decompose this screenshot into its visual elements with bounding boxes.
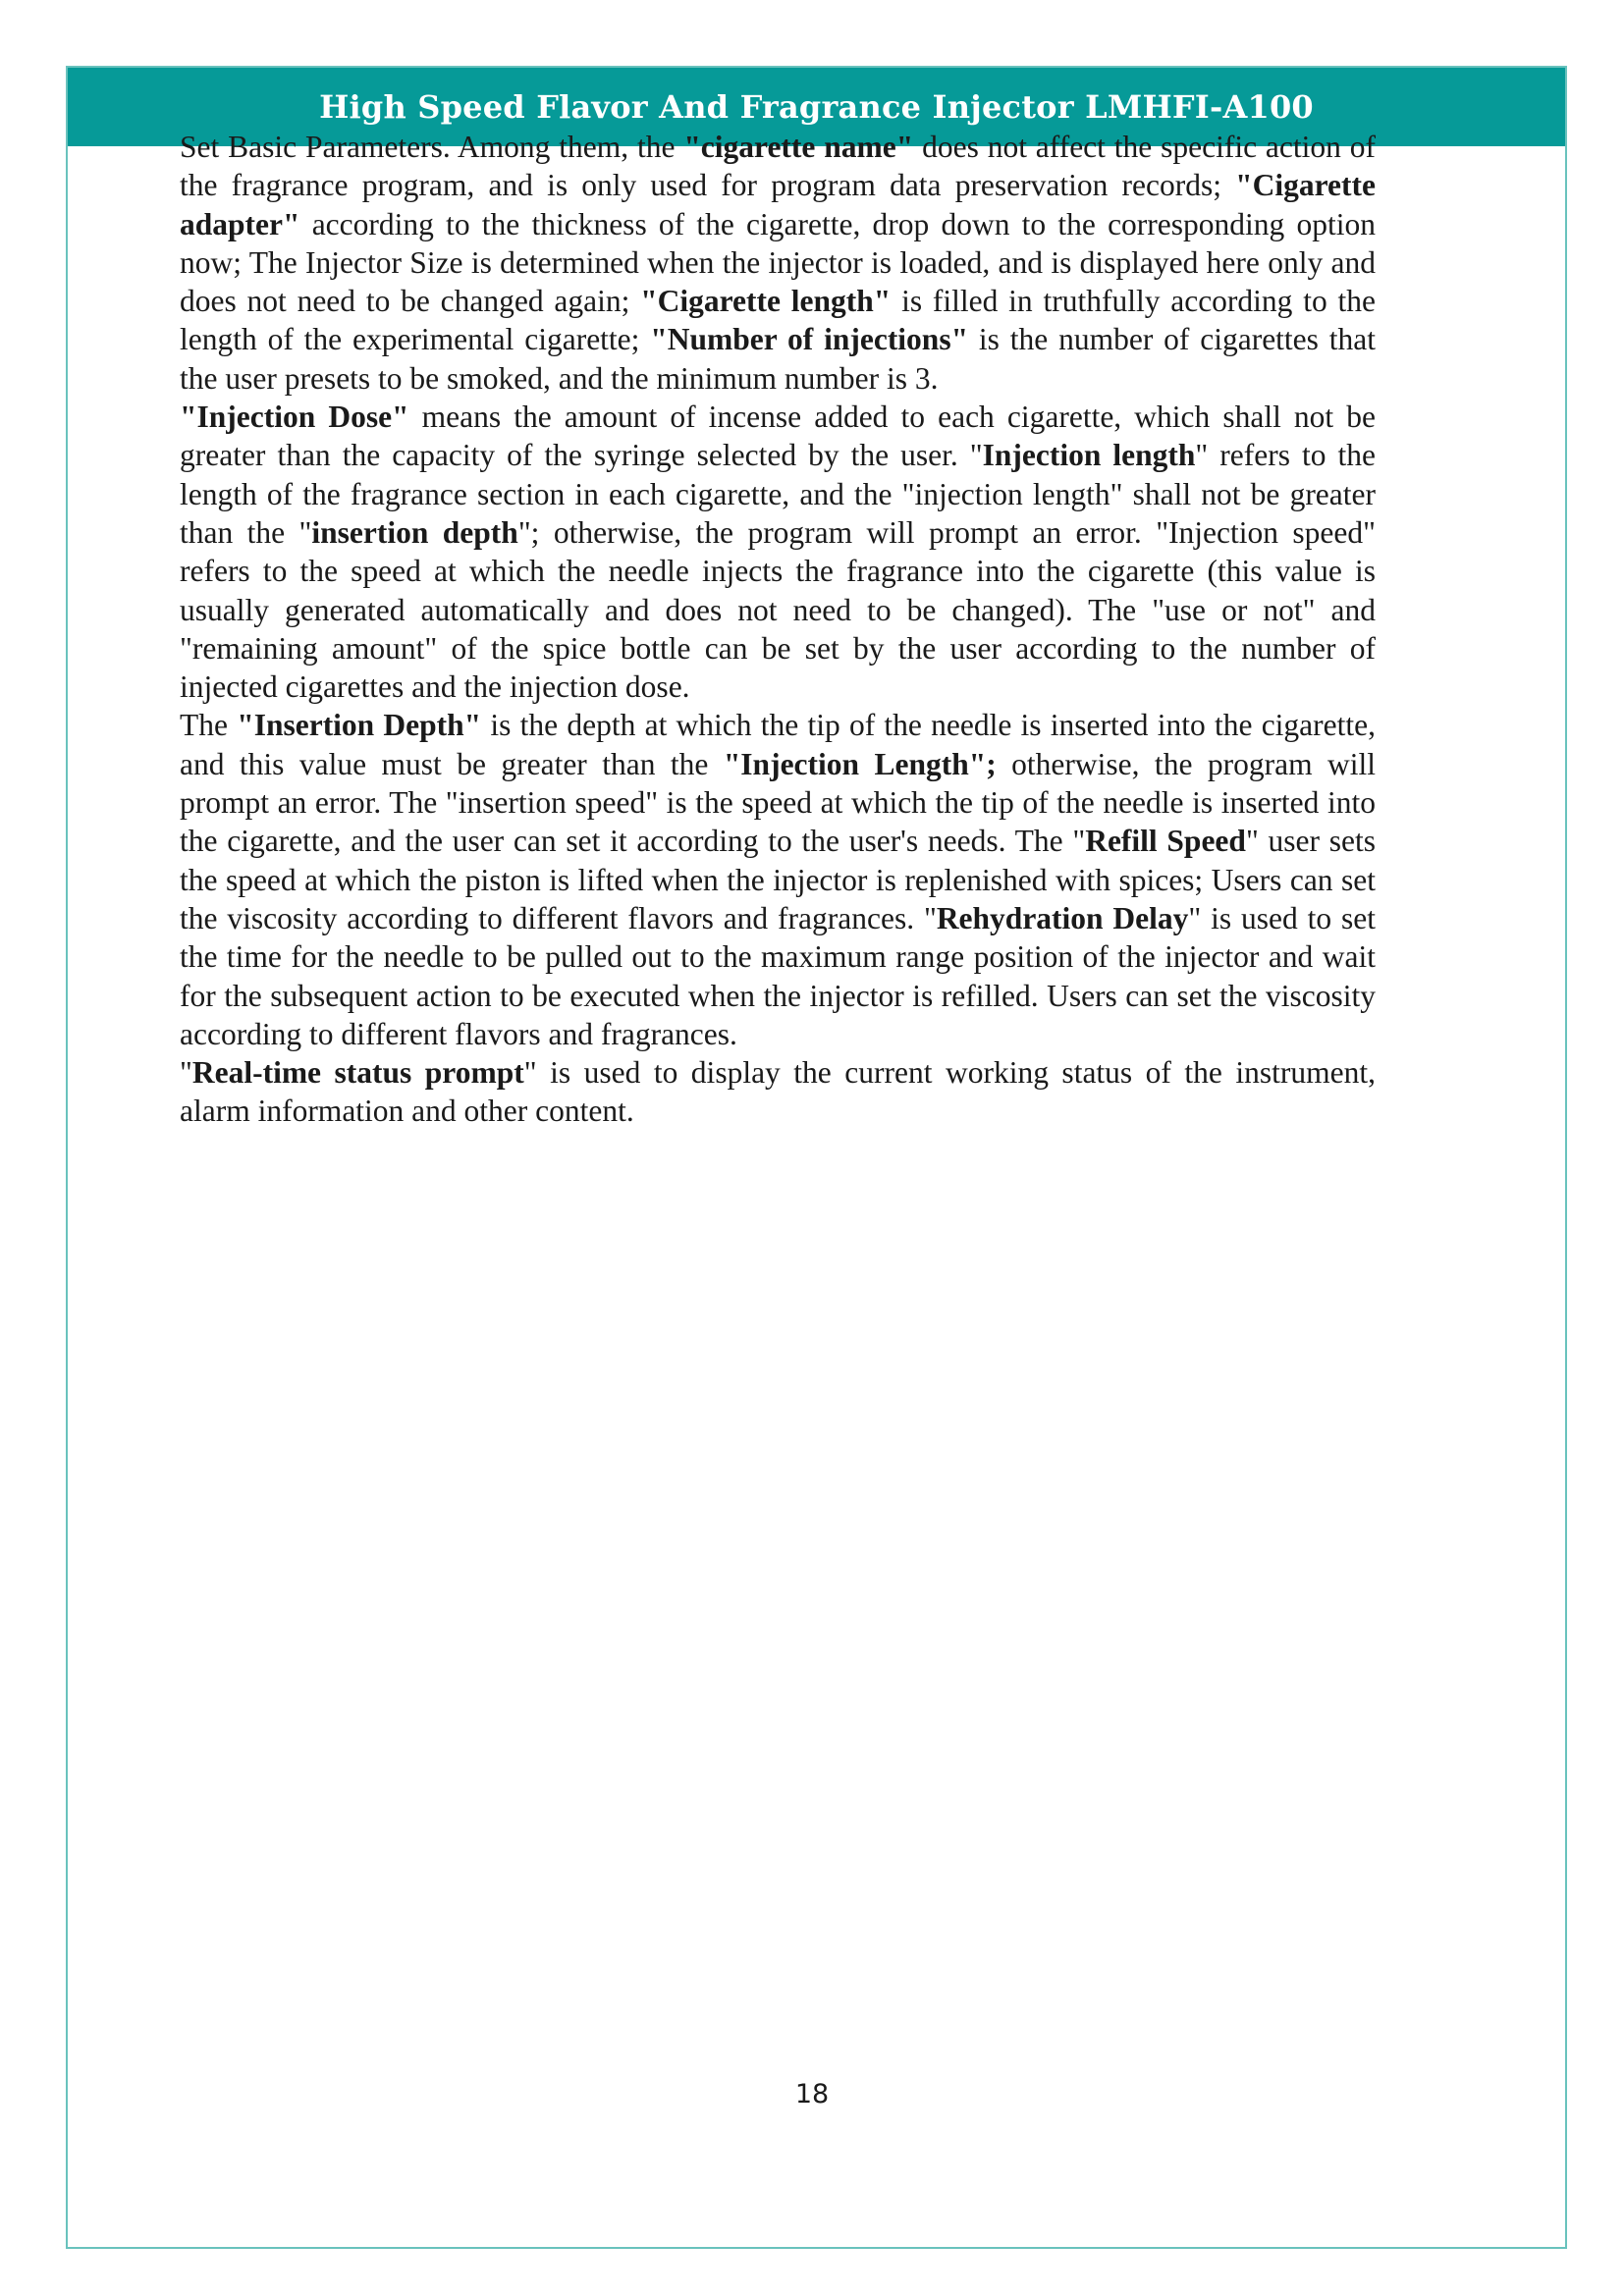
page-number: 18 — [794, 2079, 830, 2109]
text-run: " is used to set the time for the needle to be pulled out to the maximum range position of the injector and wait for the subsequent action to be executed when the injector is refilled. Users can set the viscosity according to different flavors and fragrances. — [180, 900, 1376, 1051]
paragraph-injection-dose — [180, 398, 1376, 706]
page-title: High Speed Flavor And Fragrance Injector LMHFI-A100 — [319, 88, 1314, 126]
bold-term: insertion depth — [311, 514, 518, 550]
text-run: " is used to display the current working status of the instrument, alarm information and other content. — [180, 1055, 1376, 1129]
body-text — [180, 128, 1376, 1131]
text-run: is the depth at which the tip of the needle is inserted into the cigarette, and this value must be greater than the — [180, 708, 1376, 781]
bold-term: "Injection Length"; — [723, 746, 997, 781]
text-run: The — [180, 708, 238, 743]
bold-term: "cigarette name" — [683, 130, 914, 164]
bold-term: Rehydration Delay — [936, 900, 1189, 935]
text-run: " refers to the length of the fragrance section in each cigarette, and the "injection length" shall not be greater than the " — [180, 438, 1376, 550]
bold-term: Injection length — [982, 438, 1196, 473]
text-run: "; otherwise, the program will prompt an error. "Injection speed" refers to the speed at which the needle injects the fragrance into the cigarette (this value is usually generated automatically and does not need to be changed). The "use or not" and "remaining amount" of the spice bottle can be set by the user according to the number of injected cigarettes and the injection dose. — [180, 514, 1377, 705]
bold-term: "Number of injections" — [650, 322, 969, 357]
paragraph-insertion-depth — [180, 706, 1376, 1053]
text-run: is the number of cigarettes that the user presets to be smoked, and the minimum number is 3. — [180, 322, 1376, 396]
bold-term: "Cigarette adapter" — [180, 168, 1376, 241]
text-run: " user sets the speed at which the piston is lifted when the injector is replenished with spices; Users can set the viscosity according to different flavors and fragrances. " — [180, 824, 1376, 935]
text-run: otherwise, the program will prompt an error. The "insertion speed" is the speed at which the tip of the needle is inserted into the cigarette, and the user can set it according to the user's needs. The " — [180, 746, 1377, 859]
text-run: means the amount of incense added to each cigarette, which shall not be greater than the capacity of the syringe selected by the user. " — [180, 400, 1376, 473]
bold-term: Refill Speed — [1085, 824, 1246, 859]
bold-term: "Insertion Depth" — [237, 708, 482, 743]
bold-term: "Injection Dose" — [180, 400, 409, 435]
paragraph-basic-parameters — [180, 128, 1376, 398]
paragraph-status-prompt — [180, 1053, 1376, 1131]
text-run: according to the thickness of the cigarette, drop down to the corresponding option now; The Injector Size is determined when the injector is loaded, and is displayed here only and does not need to be changed again; — [180, 206, 1376, 319]
text-run: does not affect the specific action of the fragrance program, and is only used for program data preservation records; — [180, 130, 1376, 203]
bold-term: "Cigarette length" — [640, 284, 892, 319]
text-run: is filled in truthfully according to the length of the experimental cigarette; — [180, 284, 1376, 357]
bold-term: Real-time status prompt — [191, 1055, 524, 1091]
text-run: " — [180, 1055, 192, 1091]
text-run: Set Basic Parameters. Among them, the — [180, 130, 684, 164]
